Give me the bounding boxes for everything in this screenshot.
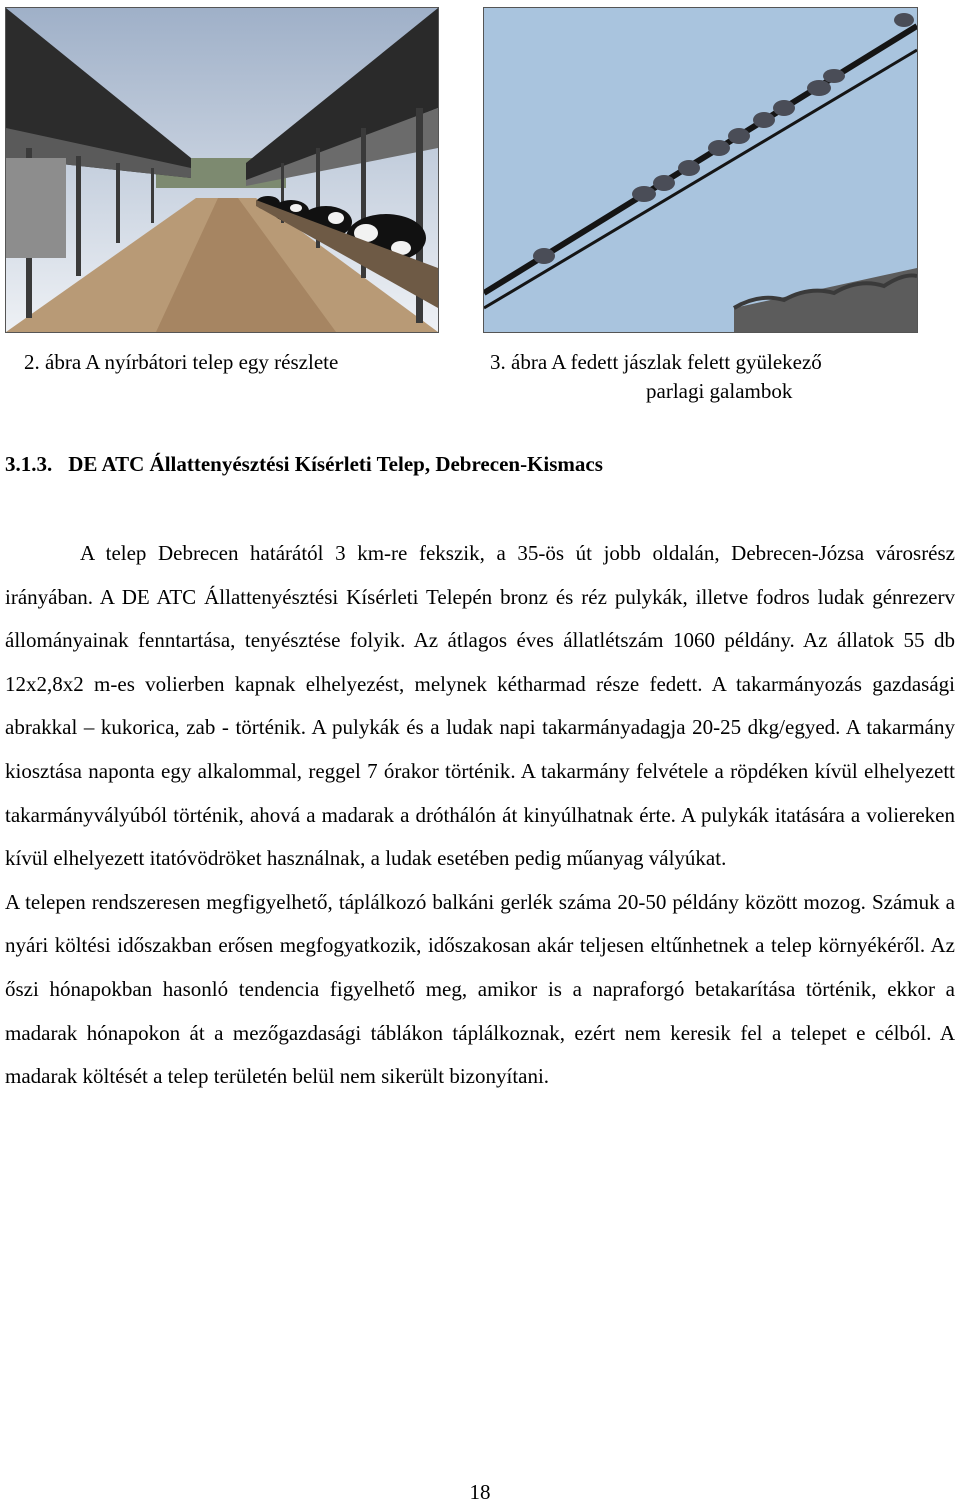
farm-photo-image <box>6 8 438 332</box>
page-number: 18 <box>469 1480 491 1504</box>
pigeons-photo <box>483 7 918 333</box>
paragraph: A telep Debrecen határától 3 km-re fekszik, a 35-ös út jobb oldalán, Debrecen-Józsa városrész irányában. A DE ATC Állattenyésztési Kísérleti Telepén bronz és réz pulykák, illetve fodros ludak génrezerv állományainak fenntartása, tenyésztése folyik. Az átlagos éves állatlétszám 1060 példány. Az állatok 55 db 12x2,8x2 m-es volierben kapnak elhelyezést, melynek kétharmad része fedett. A takarmányozás gazdasági abrakkal – kukorica, zab - történik. A pulykák és a ludak napi takarmányadagja 20-25 dkg/egyed. A takarmány kiosztása naponta egy alkalommal, reggel 7 órakor történik. A takarmány felvétele a röpdéken kívül elhelyezett takarmányvályúból történik, ahová a madarak a dróthálón át kinyúlhatnak érte. A pulykák itatására a voliereken kívül elhelyezett itatóvödröket használnak, a ludak esetében pedig műanyag vályúkat. <box>5 541 955 871</box>
caption-line: 3. ábra A fedett jászlak felett gyülekező <box>490 350 822 374</box>
paragraph: A telepen rendszeresen megfigyelhető, táplálkozó balkáni gerlék száma 20-50 példány között mozog. Számuk a nyári költési időszakban erősen megfogyatkozik, időszakosan akár teljesen eltűnhetnek a telep környékéről. Az őszi hónapokban hasonló tendencia figyelhető meg, amikor is a napraforgó betakarítása történik, ekkor a madarak hónapokon át a mezőgazdasági táblákon táplálkoznak, ezért nem keresik fel a telepet e célból. A madarak költését a telep területén belül nem sikerült bizonyítani. <box>5 889 955 1089</box>
section-number: 3.1.3. <box>5 452 53 476</box>
caption-line: 2. ábra A nyírbátori telep egy részlete <box>24 350 339 374</box>
body-text <box>5 532 955 1099</box>
section-title: DE ATC Állattenyésztési Kísérleti Telep, Debrecen-Kismacs <box>68 452 603 476</box>
caption-line: parlagi galambok <box>646 379 793 403</box>
farm-photo <box>5 7 439 333</box>
pigeons-photo-image <box>484 8 917 332</box>
figure-2-caption <box>24 348 338 377</box>
section-heading <box>5 452 603 477</box>
figure-3-caption <box>490 348 920 406</box>
